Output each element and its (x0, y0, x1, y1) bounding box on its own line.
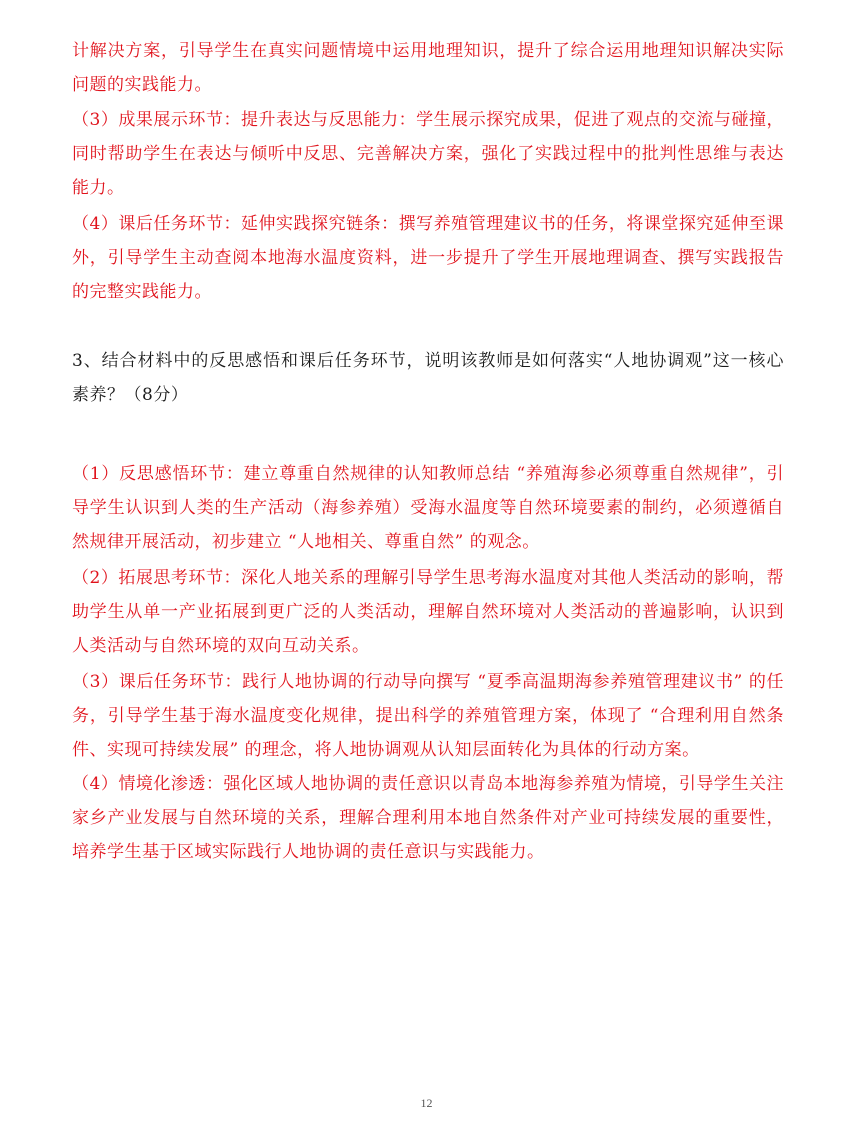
q3-answer-item-1: （1）反思感悟环节：建立尊重自然规律的认知教师总结 “养殖海参必须尊重自然规律”，引导学生认识到人类的生产活动（海参养殖）受海水温度等自然环境要素的制约，必须遵循自然规律开展活动，初步建立 “人地相关、尊重自然” 的观念。 (72, 464, 784, 552)
answer-item-3-presentation: （3）成果展示环节：提升表达与反思能力：学生展示探究成果，促进了观点的交流与碰撞，同时帮助学生在表达与倾听中反思、完善解决方案，强化了实践过程中的批判性思维与表达能力。 (72, 110, 784, 198)
q3-answer-item-3: （3）课后任务环节：践行人地协调的行动导向撰写 “夏季高温期海参养殖管理建议书” 的任务，引导学生基于海水温度变化规律，提出科学的养殖管理方案，体现了 “合理利用自然条件、实现可持续发展” 的理念，将人地协调观从认知层面转化为具体的行动方案。 (72, 672, 784, 760)
answer-item-4-homework: （4）课后任务环节：延伸实践探究链条：撰写养殖管理建议书的任务，将课堂探究延伸至课外，引导学生主动查阅本地海水温度资料，进一步提升了学生开展地理调查、撰写实践报告的完整实践能力。 (72, 214, 784, 302)
question-3: 3、结合材料中的反思感悟和课后任务环节，说明该教师是如何落实“人地协调观”这一核心素养？（8分） (72, 351, 784, 405)
page-number: 12 (420, 1096, 433, 1110)
answer-paragraph-continued: 计解决方案，引导学生在真实问题情境中运用地理知识，提升了综合运用地理知识解决实际问题的实践能力。 (72, 41, 784, 95)
q3-answer-item-4: （4）情境化渗透：强化区域人地协调的责任意识以青岛本地海参养殖为情境，引导学生关注家乡产业发展与自然环境的关系，理解合理利用本地自然条件对产业可持续发展的重要性，培养学生基于区域实际践行人地协调的责任意识与实践能力。 (72, 774, 784, 862)
q3-answer-item-2: （2）拓展思考环节：深化人地关系的理解引导学生思考海水温度对其他人类活动的影响，帮助学生从单一产业拓展到更广泛的人类活动，理解自然环境对人类活动的普遍影响，认识到人类活动与自然环境的双向互动关系。 (72, 568, 784, 656)
